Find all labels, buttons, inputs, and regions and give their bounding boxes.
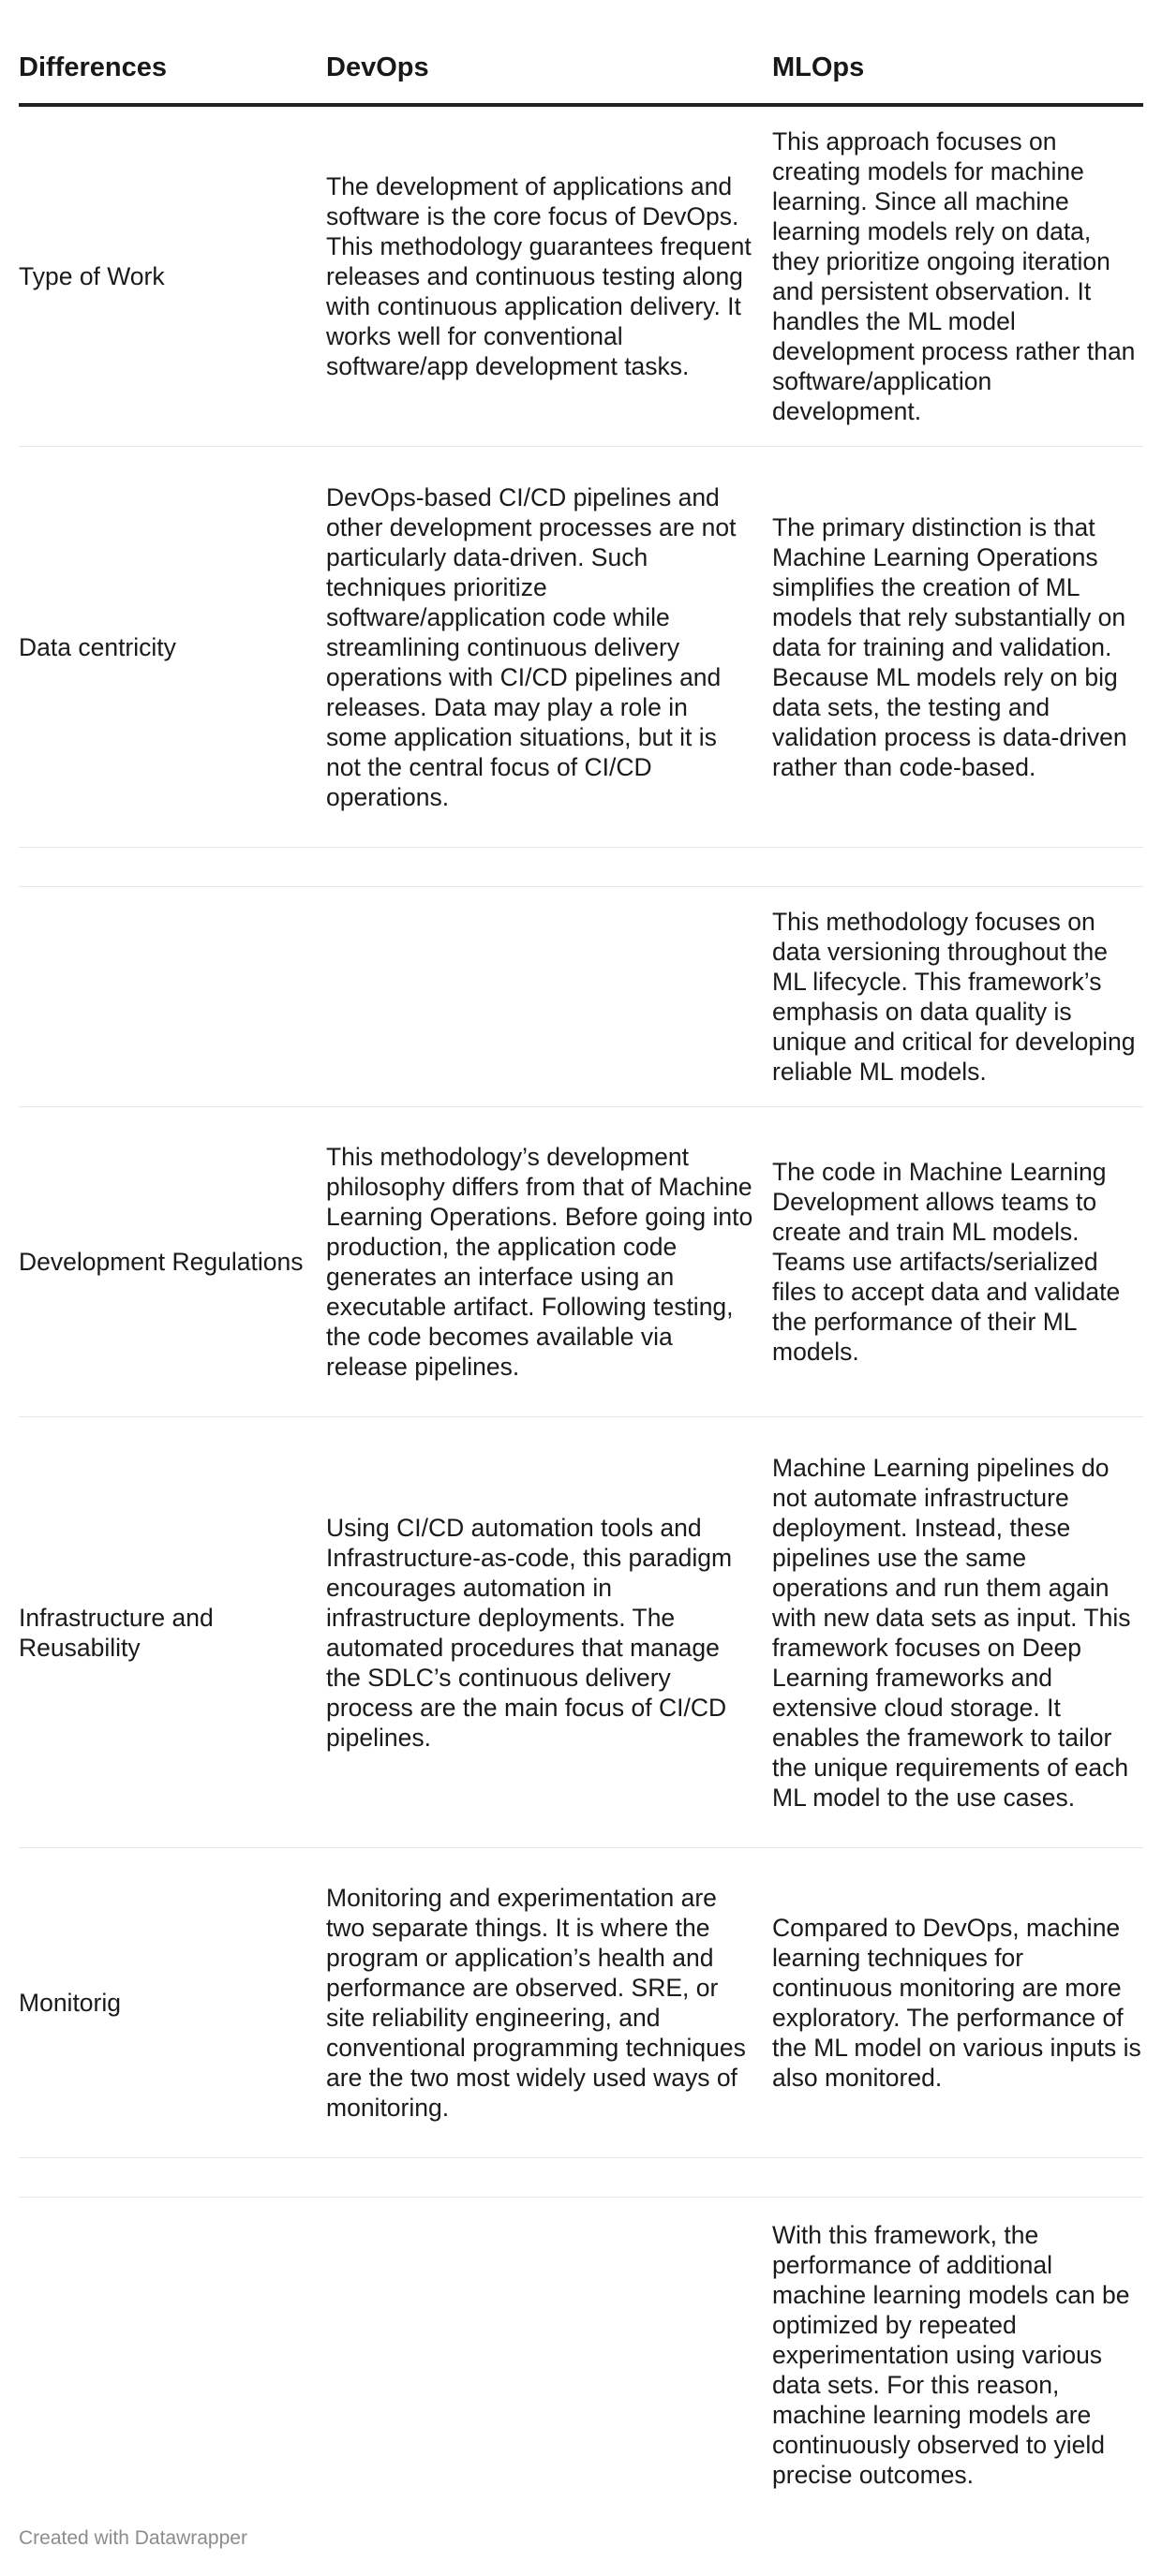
row-label: Monitorig <box>19 1989 121 2017</box>
devops-cell: DevOps-based CI/CD pipelines and other development processes are not particularly data-driven. Such techniques prioritize software/application code while streamlining continuous delivery operations with CI/CD pipelines and releases. Data may play a role in some application situations, but it is not the central focus of CI/CD operations. <box>326 482 737 811</box>
row-label: Infrastructure and Reusability <box>19 1603 214 1662</box>
header-mlops: MLOps <box>772 52 865 82</box>
header-devops: DevOps <box>326 52 429 82</box>
devops-cell: The development of applications and software is the core focus of DevOps. This methodology guarantees frequent releases and continuous testing along with continuous application delivery. It works well for conventional software/app development tasks. <box>326 172 752 380</box>
devops-cell: This methodology’s development philosophy differs from that of Machine Learning Operations. Before going into production, the application code generates an interface using an executable artifact. Following testing, the code becomes available via release pipelines. <box>326 1143 753 1381</box>
table-row <box>19 447 1143 848</box>
devops-cell: Using CI/CD automation tools and Infrastructure-as-code, this paradigm encourages automation in infrastructure deployments. The automated procedures that manage the SDLC’s continuous delivery process are the main focus of CI/CD pipelines. <box>326 1513 733 1752</box>
mlops-cell: Machine Learning pipelines do not automate infrastructure deployment. Instead, these pipelines use the same operations and run them again with new data sets as input. This framework focuses on Deep Learning frameworks and extensive cloud storage. It enables the framework to tailor the unique requirements of each ML model to the use cases. <box>772 1453 1131 1812</box>
mlops-cell: This methodology focuses on data versioning throughout the ML lifecycle. This framework’s emphasis on data quality is unique and critical for developing reliable ML models. <box>772 908 1136 1086</box>
mlops-cell: Compared to DevOps, machine learning techniques for continuous monitoring are more exploratory. The performance of the ML model on various inputs is also monitored. <box>772 1914 1141 2092</box>
table-row <box>19 107 1143 447</box>
mlops-cell: The primary distinction is that Machine Learning Operations simplifies the creation of ML models that rely substantially on data for training and validation. Because ML models rely on big data sets, the testing and validation process is data-driven rather than code-based. <box>772 512 1127 781</box>
row-label: Development Regulations <box>19 1248 304 1276</box>
row-label: Type of Work <box>19 262 165 290</box>
table-row <box>19 1107 1143 1417</box>
row-label: Data centricity <box>19 632 176 661</box>
table-row <box>19 1417 1143 1848</box>
mlops-cell: With this framework, the performance of additional machine learning models can be optimized by repeated experimentation using various data sets. For this reason, machine learning models are continuously observed to yield precise outcomes. <box>772 2220 1130 2489</box>
table-header <box>19 0 1143 107</box>
header-differences: Differences <box>19 52 167 82</box>
comparison-table <box>19 0 1143 2511</box>
table-row <box>19 887 1143 1107</box>
mlops-cell: The code in Machine Learning Development allows teams to create and train ML models. Teams use artifacts/serialized files to accept data and validate the performance of their ML models. <box>772 1158 1121 1366</box>
datawrapper-credit: Created with Datawrapper <box>19 2527 247 2549</box>
table-row-empty <box>19 848 1143 887</box>
table-row-empty <box>19 2158 1143 2198</box>
devops-cell: Monitoring and experimentation are two separate things. It is where the program or application’s health and performance are observed. SRE, or site reliability engineering, and conventional programming techniques are the two most widely used ways of monitoring. <box>326 1884 746 2122</box>
table-row <box>19 2198 1143 2511</box>
mlops-cell: This approach focuses on creating models for machine learning. Since all machine learning models rely on data, they prioritize ongoing iteration and persistent observation. It handles the ML model development process rather than software/application development. <box>772 127 1136 425</box>
table-row <box>19 1848 1143 2158</box>
